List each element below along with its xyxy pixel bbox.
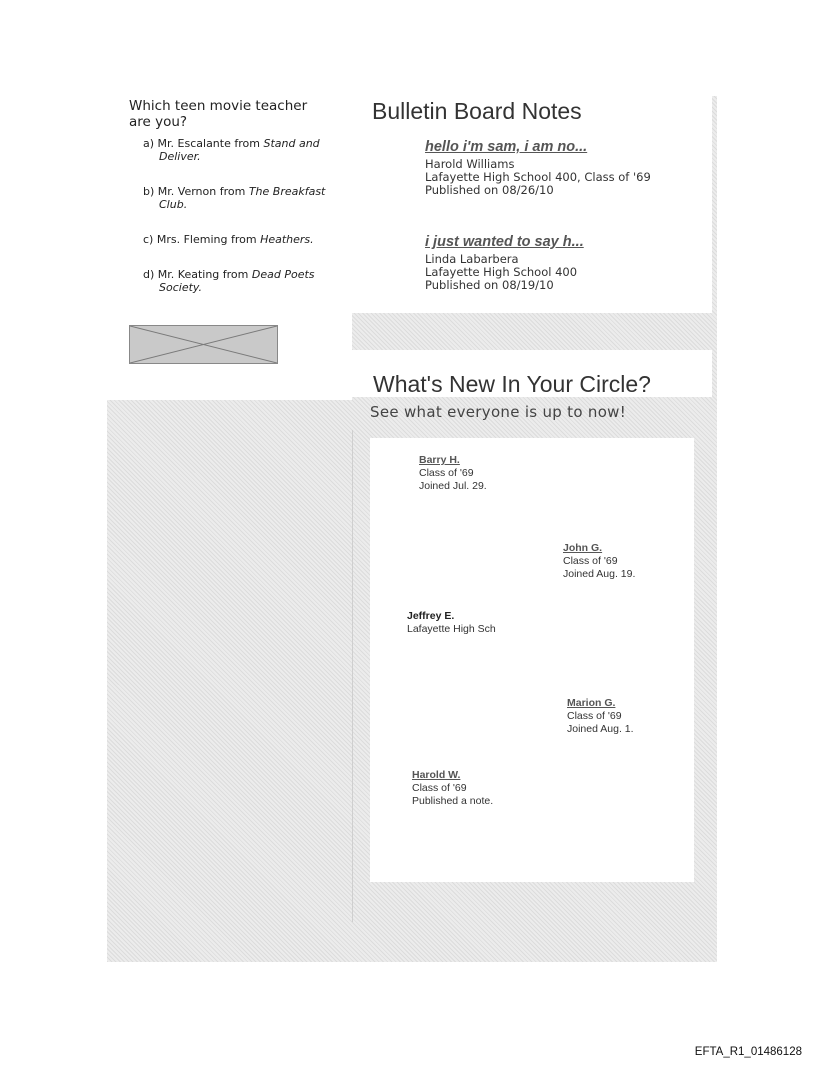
bulletin-title: Bulletin Board Notes bbox=[372, 98, 582, 124]
quiz-option-text: Mr. Escalante from bbox=[157, 137, 264, 150]
member-entry bbox=[567, 697, 634, 736]
member-class: Class of '69 bbox=[419, 467, 474, 479]
member-name-link[interactable]: John G. bbox=[563, 542, 603, 554]
note-author: Harold Williams bbox=[425, 157, 515, 171]
note-title-link[interactable]: i just wanted to say h... bbox=[425, 234, 584, 250]
bulletin-note bbox=[425, 141, 710, 197]
quiz-option-b[interactable] bbox=[143, 185, 343, 211]
quiz-option-movie: The Breakfast Club. bbox=[159, 185, 326, 211]
member-activity: Joined Aug. 1. bbox=[567, 723, 634, 735]
member-activity: Joined Aug. 19. bbox=[563, 568, 636, 580]
member-entry bbox=[419, 454, 487, 493]
quiz-question: Which teen movie teacher are you? bbox=[129, 98, 308, 130]
quiz-option-c[interactable] bbox=[143, 233, 343, 246]
member-class: Class of '69 bbox=[563, 555, 618, 567]
member-school: Lafayette High Sch bbox=[407, 623, 496, 635]
quiz-option-text: Mr. Vernon from bbox=[157, 185, 249, 198]
note-author: Linda Labarbera bbox=[425, 252, 519, 266]
member-activity: Published a note. bbox=[412, 795, 494, 807]
note-date: Published on 08/19/10 bbox=[425, 278, 554, 292]
member-entry bbox=[412, 769, 493, 808]
quiz-option-movie: Dead Poets Society. bbox=[159, 268, 315, 294]
circle-subtitle: See what everyone is up to now! bbox=[370, 403, 627, 421]
member-entry bbox=[563, 542, 635, 581]
member-name: Jeffrey E. bbox=[407, 610, 455, 622]
note-school: Lafayette High School 400, Class of '69 bbox=[425, 170, 651, 184]
quiz-option-letter: b) bbox=[143, 185, 155, 198]
broken-image-icon bbox=[129, 325, 278, 364]
member-class: Class of '69 bbox=[412, 782, 467, 794]
quiz-option-movie: Stand and Deliver. bbox=[159, 137, 320, 163]
quiz-option-a[interactable] bbox=[143, 137, 343, 163]
circle-title: What's New In Your Circle? bbox=[373, 371, 651, 397]
member-name-link[interactable]: Harold W. bbox=[412, 769, 461, 781]
member-name-link[interactable]: Barry H. bbox=[419, 454, 460, 466]
quiz-option-movie: Heathers. bbox=[260, 233, 314, 246]
quiz-options bbox=[143, 137, 343, 316]
quiz-panel bbox=[107, 96, 352, 400]
quiz-option-letter: d) bbox=[143, 268, 155, 281]
quiz-option-text: Mrs. Fleming from bbox=[156, 233, 261, 246]
quiz-option-text: Mr. Keating from bbox=[157, 268, 252, 281]
member-name-link[interactable]: Marion G. bbox=[567, 697, 616, 709]
bulletin-panel bbox=[352, 96, 712, 313]
member-activity: Joined Jul. 29. bbox=[419, 480, 487, 492]
member-entry bbox=[407, 610, 496, 636]
bulletin-note bbox=[425, 236, 710, 292]
circle-card bbox=[370, 438, 694, 882]
note-school: Lafayette High School 400 bbox=[425, 265, 578, 279]
note-title-link[interactable]: hello i'm sam, i am no... bbox=[425, 139, 588, 155]
quiz-option-letter: a) bbox=[143, 137, 155, 150]
quiz-option-d[interactable] bbox=[143, 268, 343, 294]
quiz-option-letter: c) bbox=[143, 233, 154, 246]
member-class: Class of '69 bbox=[567, 710, 622, 722]
note-date: Published on 08/26/10 bbox=[425, 183, 554, 197]
document-id: EFTA_R1_01486128 bbox=[694, 1046, 802, 1058]
